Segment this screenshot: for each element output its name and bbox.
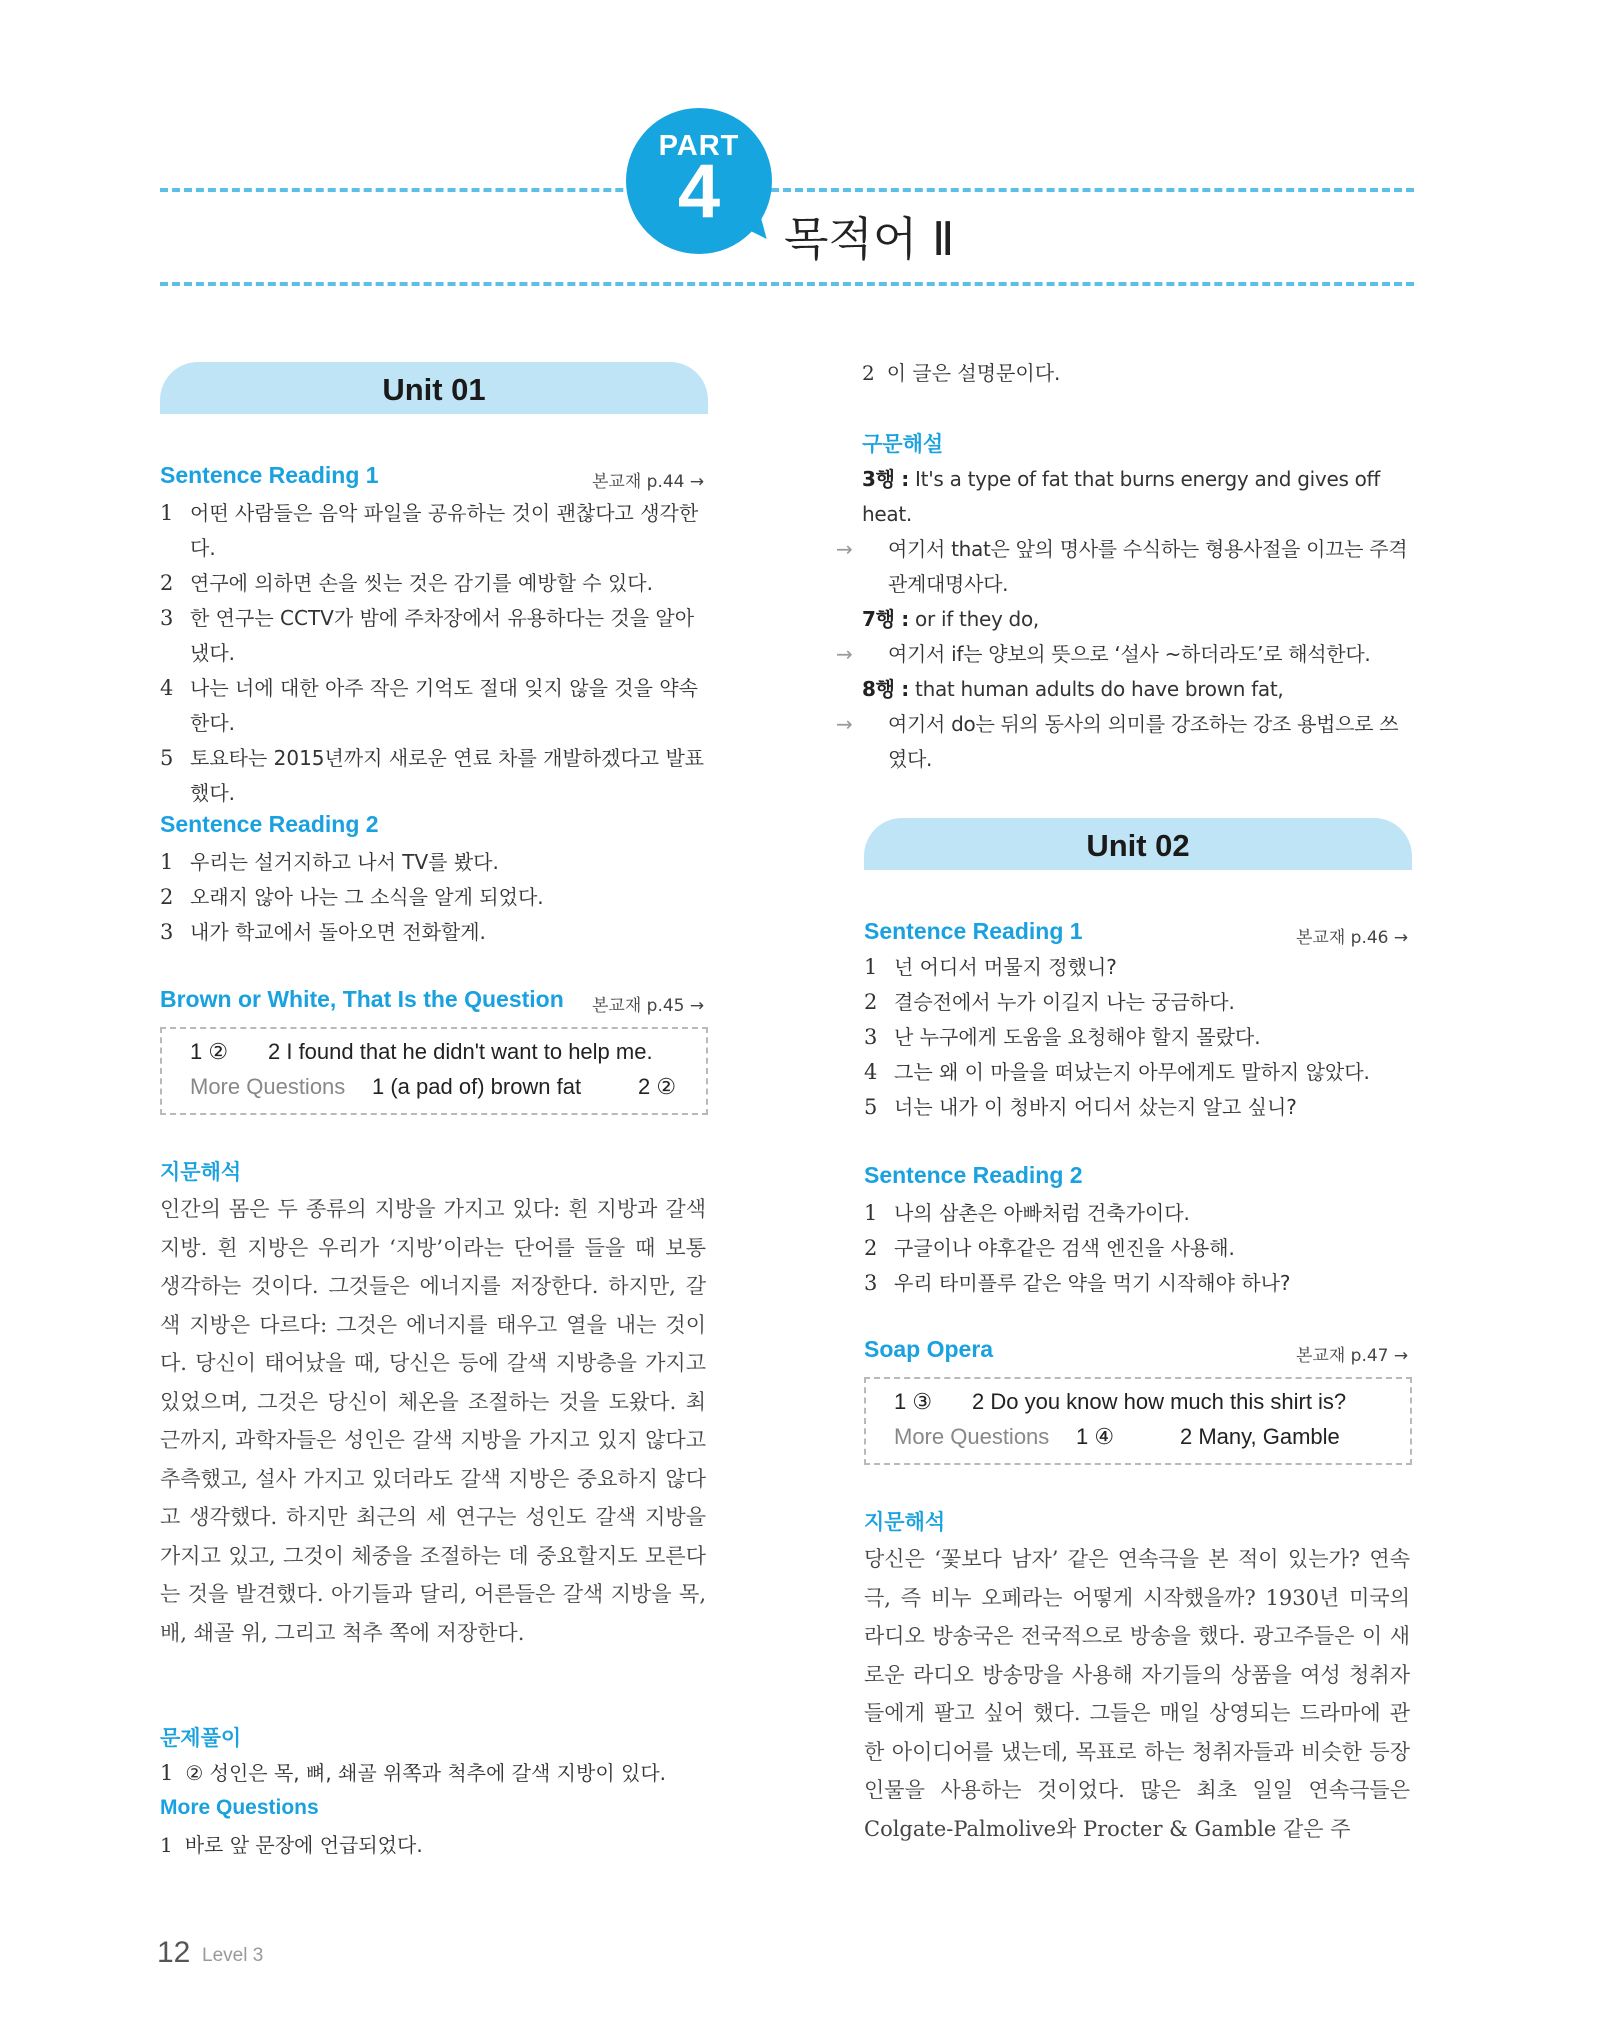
solution-heading: 문제풀이 [160, 1726, 242, 1750]
grammar-heading: 구문해설 [862, 432, 944, 456]
grammar-line-1: 3행 : It's a type of fat that burns energy and gives off heat. [862, 467, 1381, 526]
list-item: 4 나는 너에 대한 아주 작은 기억도 절대 잊지 않을 것을 약속한다. [160, 676, 698, 735]
list-item: 3 난 누구에게 도움을 요청해야 할지 몰랐다. [864, 1025, 1261, 1049]
right-translation-heading: 지문해석 [864, 1510, 946, 1534]
grammar-notes [836, 462, 1410, 777]
page-title: 목적어 Ⅱ [784, 212, 955, 266]
left-sr1-list [160, 496, 706, 811]
part-label: PART [658, 130, 740, 162]
more-questions-label: More Questions [190, 1074, 346, 1099]
right-sr2-heading: Sentence Reading 2 [864, 1162, 1083, 1188]
right-translation-text: 당신은 ‘꽃보다 남자’ 같은 연속극을 본 적이 있는가? 연속극, 즉 비누 오페라는 어떻게 시작했을까? 1930년 미국의 라디오 방송국은 전국적으로 방송을 했다. 광고주들은 이 새로운 라디오 방송망을 사용해 자기들의 상품을 여성 청취자들에게 팔고 싶어 했다. 그들은 매일 상영되는 드라마에 관한 아이디어를 냈는데, 목표로 하는 청취자들과 비슷한 등장인물을 사용하는 것이었다. 많은 최초 일일 연속극들은 Colgate-Palmolive와 Procter & Gamble 같은 주 [864, 1547, 1410, 1841]
more-questions-answer-2: 2 Many, Gamble [1180, 1424, 1340, 1449]
right-top-item: 2 이 글은 설명문이다. [862, 361, 1061, 385]
list-item: 2 구글이나 야후같은 검색 엔진을 사용해. [864, 1236, 1235, 1260]
header-dashed-line-bottom [160, 282, 1414, 286]
left-sr1-page-ref: 본교재 p.44 → [592, 472, 705, 492]
list-item: 3 한 연구는 CCTV가 밤에 주차장에서 유용하다는 것을 알아냈다. [160, 606, 695, 665]
unit-02-tab: Unit 02 [864, 818, 1412, 870]
grammar-note-2: → 여기서 if는 양보의 뜻으로 ‘설사 ~하더라도’로 해석한다. [862, 637, 1410, 672]
answer-2: 2 I found that he didn't want to help me. [268, 1039, 653, 1064]
left-sr1-heading: Sentence Reading 1 [160, 462, 379, 488]
more-questions-answer-1: 1 (a pad of) brown fat [372, 1074, 582, 1099]
left-sr2-list [160, 845, 706, 950]
header-dashed-line-top [160, 188, 1414, 192]
list-item: 2 결승전에서 누가 이길지 나는 궁금하다. [864, 990, 1235, 1014]
grammar-line-3: 8행 : that human adults do have brown fat, [862, 677, 1284, 701]
answer-1: 1 ② [190, 1039, 229, 1064]
solution-more-questions-item-1: 1 바로 앞 문장에 언급되었다. [160, 1833, 423, 1857]
arrow-icon: → [836, 537, 853, 561]
list-item: 5 너는 내가 이 청바지 어디서 샀는지 알고 싶니? [864, 1095, 1297, 1119]
list-item: 5 토요타는 2015년까지 새로운 연료 차를 개발하겠다고 발표했다. [160, 746, 705, 805]
answer-2: 2 Do you know how much this shirt is? [972, 1389, 1347, 1414]
arrow-icon: → [836, 712, 853, 736]
more-questions-answer-1: 1 ④ [1076, 1424, 1115, 1449]
list-item: 2 오래지 않아 나는 그 소식을 알게 되었다. [160, 885, 544, 909]
list-item: 4 그는 왜 이 마을을 떠났는지 아무에게도 말하지 않았다. [864, 1060, 1370, 1084]
part-number: 4 [677, 149, 721, 234]
list-item: 1 넌 어디서 머물지 정했니? [864, 955, 1117, 979]
page-number: 12 [157, 1936, 191, 1969]
right-story-page-ref: 본교재 p.47 → [1296, 1346, 1409, 1366]
list-item: 1 어떤 사람들은 음악 파일을 공유하는 것이 괜찮다고 생각한다. [160, 501, 699, 560]
left-translation-text: 인간의 몸은 두 종류의 지방을 가지고 있다: 흰 지방과 갈색 지방. 흰 지방은 우리가 ‘지방’이라는 단어를 들을 때 보통 생각하는 것이다. 그것들은 에너지를 저장한다. 하지만, 갈색 지방은 다르다: 그것은 에너지를 태우고 열을 내는 것이다. 당신이 태어났을 때, 당신은 등에 갈색 지방층을 가지고 있었으며, 그것은 당신이 체온을 조절하는 것을 도왔다. 최근까지, 과학자들은 성인은 갈색 지방을 가지고 있지 않다고 추측했고, 설사 가지고 있더라도 갈색 지방은 중요하지 않다고 생각했다. 하지만 최근의 세 연구는 성인도 갈색 지방을 가지고 있고, 그것이 체중을 조절하는 데 중요할지도 모른다는 것을 발견했다. 아기들과 달리, 어른들은 갈색 지방을 목, 배, 쇄골 위, 그리고 척추 쪽에 저장한다. [160, 1197, 706, 1645]
list-item: 1 우리는 설거지하고 나서 TV를 봤다. [160, 850, 499, 874]
answer-1: 1 ③ [894, 1389, 933, 1414]
right-sr1-list [864, 950, 1410, 1125]
list-item: 2 연구에 의하면 손을 씻는 것은 감기를 예방할 수 있다. [160, 571, 653, 595]
right-sr1-page-ref: 본교재 p.46 → [1296, 928, 1409, 948]
right-sr2-list [864, 1196, 1410, 1301]
arrow-icon: → [836, 642, 853, 666]
left-story-page-ref: 본교재 p.45 → [592, 996, 705, 1016]
unit-01-tab: Unit 01 [160, 362, 708, 414]
list-item: 1 나의 삼촌은 아빠처럼 건축가이다. [864, 1201, 1190, 1225]
left-sr2-heading: Sentence Reading 2 [160, 811, 379, 837]
more-questions-label: More Questions [894, 1424, 1050, 1449]
grammar-note-3: → 여기서 do는 뒤의 동사의 의미를 강조하는 강조 용법으로 쓰였다. [862, 707, 1410, 777]
level-label: Level 3 [202, 1945, 264, 1966]
right-sr1-heading: Sentence Reading 1 [864, 918, 1083, 944]
list-item: 3 내가 학교에서 돌아오면 전화할게. [160, 920, 486, 944]
solution-more-questions-heading: More Questions [160, 1796, 319, 1819]
right-answer-box [864, 1377, 1412, 1465]
grammar-note-1: → 여기서 that은 앞의 명사를 수식하는 형용사절을 이끄는 주격 관계대명사다. [862, 532, 1410, 602]
part-badge [626, 108, 772, 254]
grammar-line-2: 7행 : or if they do, [862, 607, 1039, 631]
more-questions-answer-2: 2 ② [638, 1074, 677, 1099]
right-story-heading: Soap Opera [864, 1336, 994, 1362]
list-item: 3 우리 타미플루 같은 약을 먹기 시작해야 하나? [864, 1271, 1291, 1295]
left-answer-box [160, 1027, 708, 1115]
solution-item-1: 1 ② 성인은 목, 뼈, 쇄골 위쪽과 척추에 갈색 지방이 있다. [160, 1761, 666, 1785]
left-story-heading: Brown or White, That Is the Question [160, 986, 564, 1012]
left-translation-heading: 지문해석 [160, 1160, 242, 1184]
